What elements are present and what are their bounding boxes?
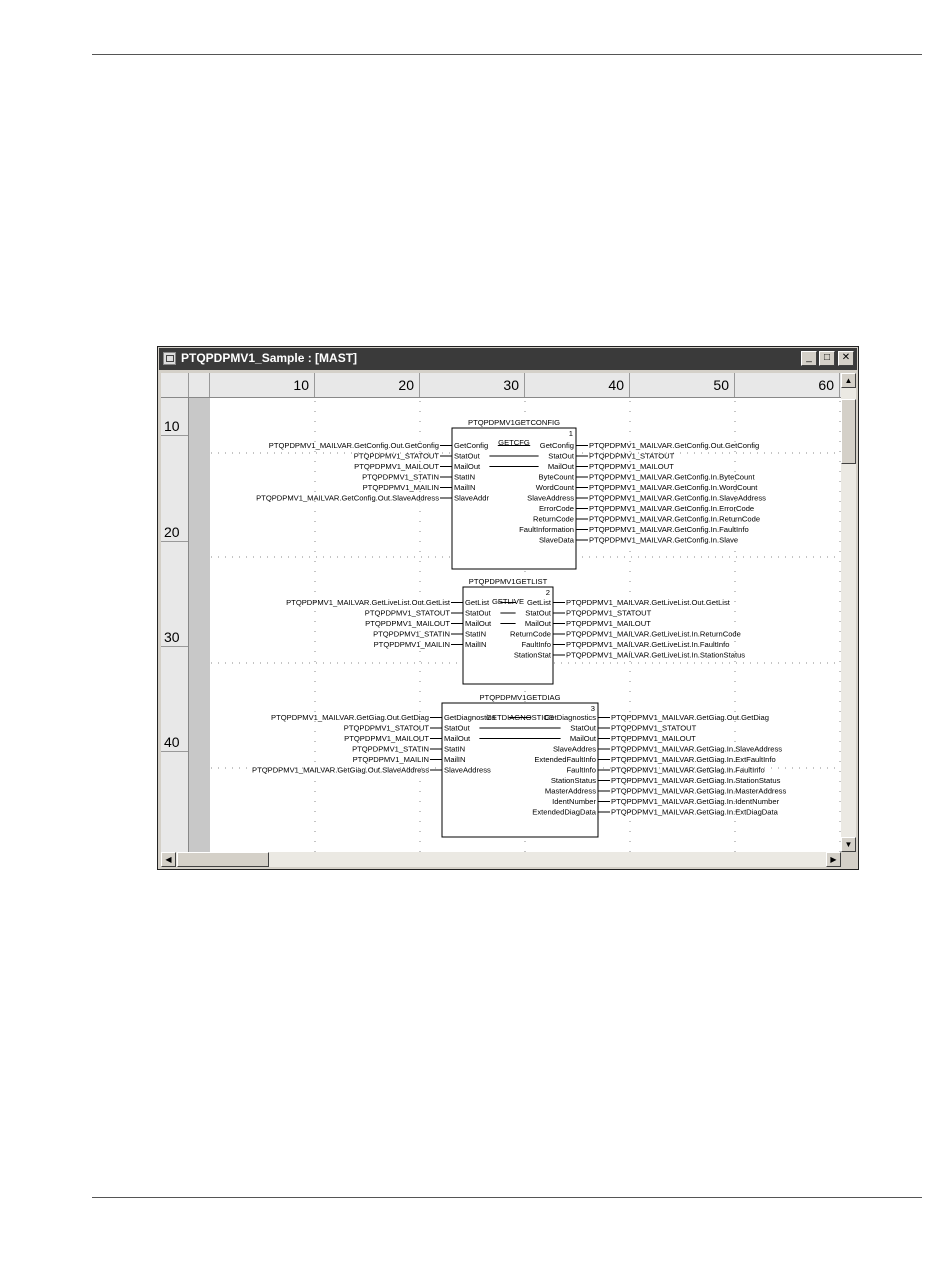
output-variable: PTQPDPMV1_MAILVAR.GetGiag.In.ExtFaultInfo: [611, 755, 776, 764]
input-variable: PTQPDPMV1_STATIN: [373, 629, 450, 639]
output-pin-label: StatOut: [525, 608, 551, 618]
output-variable: PTQPDPMV1_MAILVAR.GetGiag.In.SlaveAddress: [611, 744, 783, 754]
block-type-name: GETDIAGNOSTICS: [486, 713, 554, 722]
output-variable: PTQPDPMV1_MAILOUT: [611, 734, 696, 743]
input-pin-label: StatIN: [454, 472, 476, 482]
input-pin-label: StatIN: [465, 629, 487, 639]
input-variable: PTQPDPMV1_MAILVAR.GetGiag.Out.SlaveAddress: [252, 765, 429, 775]
output-pin-label: FaultInformation: [519, 525, 574, 534]
input-variable: PTQPDPMV1_STATIN: [362, 472, 439, 482]
output-pin-label: MailOut: [547, 462, 574, 471]
minimize-button[interactable]: [801, 351, 817, 366]
block-type-name: GETLIVE: [491, 597, 525, 606]
output-pin-label: StatOut: [570, 723, 596, 733]
output-variable: PTQPDPMV1_MAILVAR.GetConfig.In.Slave: [589, 535, 739, 545]
output-variable: PTQPDPMV1_MAILVAR.GetLiveList.In.ReturnCode: [566, 629, 741, 639]
close-button[interactable]: [838, 351, 854, 366]
output-pin-label: GetDiagnostics: [544, 713, 596, 722]
input-variable: PTQPDPMV1_STATOUT: [364, 608, 450, 618]
input-variable: PTQPDPMV1_STATOUT: [353, 451, 439, 461]
output-pin-label: ReturnCode: [533, 514, 574, 524]
output-pin-label: ExtendedFaultInfo: [534, 755, 596, 764]
close-icon: ✕: [841, 352, 851, 363]
input-pin-label: GetDiagnostics: [444, 713, 496, 722]
fbd-editor-window: [157, 346, 859, 870]
output-variable: PTQPDPMV1_MAILVAR.GetConfig.In.ReturnCode: [589, 514, 761, 524]
input-variable: PTQPDPMV1_MAILIN: [362, 483, 439, 492]
input-pin-label: StatOut: [444, 723, 470, 733]
scroll-left-button[interactable]: [161, 852, 176, 867]
input-variable: PTQPDPMV1_MAILOUT: [344, 734, 429, 743]
input-variable: PTQPDPMV1_STATIN: [352, 744, 429, 754]
arrow-up-icon: ▲: [844, 376, 853, 385]
input-variable: PTQPDPMV1_MAILVAR.GetConfig.Out.SlaveAddress: [256, 493, 439, 503]
output-variable: PTQPDPMV1_MAILVAR.GetGiag.In.ExtDiagData: [611, 807, 778, 817]
output-pin-label: WordCount: [535, 483, 574, 492]
input-variable: PTQPDPMV1_STATOUT: [343, 723, 429, 733]
arrow-right-icon: ▶: [830, 855, 837, 864]
output-pin-label: ReturnCode: [510, 629, 551, 639]
input-pin-label: MailOut: [465, 619, 492, 628]
ruler-row-label: 20: [164, 524, 180, 540]
output-variable: PTQPDPMV1_MAILVAR.GetLiveList.In.StationStatus: [566, 650, 746, 660]
output-pin-label: StatOut: [548, 451, 574, 461]
fbd-diagram: [161, 373, 841, 852]
input-pin-label: MailIN: [444, 755, 466, 764]
input-pin-label: SlaveAddr: [454, 493, 490, 503]
window-title: PTQPDPMV1_Sample : [MAST]: [181, 351, 358, 365]
output-pin-label: SlaveData: [538, 535, 574, 545]
input-variable: PTQPDPMV1_MAILIN: [352, 755, 429, 764]
scroll-down-button[interactable]: [841, 837, 856, 852]
output-pin-label: FaultInfo: [566, 765, 596, 775]
page-header-rule: [92, 54, 922, 55]
output-variable: PTQPDPMV1_MAILVAR.GetConfig.In.FaultInfo: [589, 525, 749, 534]
input-variable: PTQPDPMV1_MAILOUT: [365, 619, 450, 628]
output-pin-label: IdentNumber: [552, 797, 596, 806]
output-pin-label: StationStat: [513, 650, 551, 660]
output-variable: PTQPDPMV1_MAILVAR.GetGiag.In.StationStatus: [611, 776, 781, 785]
ruler-row-label: 10: [164, 418, 180, 434]
output-variable: PTQPDPMV1_MAILVAR.GetConfig.In.ErrorCode: [589, 504, 755, 513]
input-pin-label: StatIN: [444, 744, 466, 754]
block-instance-name: PTQPDPMV1GETDIAG: [479, 693, 561, 702]
arrow-down-icon: ▼: [844, 840, 853, 849]
ruler-row-label: 40: [164, 734, 180, 750]
output-pin-label: StationStatus: [550, 776, 596, 785]
ruler-column-label: 40: [608, 377, 624, 393]
maximize-icon: □: [823, 352, 831, 363]
output-pin-label: SlaveAddres: [552, 744, 596, 754]
ruler-column-label: 50: [713, 377, 729, 393]
ruler-column-label: 30: [503, 377, 519, 393]
block-number: 3: [590, 704, 595, 713]
output-variable: PTQPDPMV1_MAILVAR.GetGiag.In.IdentNumber: [611, 797, 780, 806]
output-pin-label: GetList: [526, 598, 551, 607]
output-pin-label: MailOut: [569, 734, 596, 743]
ruler-row-label: 30: [164, 629, 180, 645]
input-pin-label: MailIN: [465, 640, 487, 649]
maximize-button[interactable]: [819, 351, 835, 366]
output-variable: PTQPDPMV1_STATOUT: [566, 608, 652, 618]
block-type-name: GETCFG: [498, 438, 530, 447]
ruler-column-label: 10: [293, 377, 309, 393]
input-variable: PTQPDPMV1_MAILIN: [373, 640, 450, 649]
window-app-icon[interactable]: [163, 352, 176, 365]
output-pin-label: GetConfig: [539, 441, 574, 450]
output-variable: PTQPDPMV1_MAILVAR.GetGiag.Out.GetDiag: [611, 713, 769, 722]
block-number: 2: [545, 588, 550, 597]
output-variable: PTQPDPMV1_MAILOUT: [566, 619, 651, 628]
input-variable: PTQPDPMV1_MAILVAR.GetConfig.Out.GetConfig: [268, 441, 439, 450]
vertical-scrollbar[interactable]: [841, 373, 856, 852]
block-instance-name: PTQPDPMV1GETLIST: [468, 577, 548, 586]
output-variable: PTQPDPMV1_MAILVAR.GetConfig.In.ByteCount: [589, 472, 755, 482]
output-variable: PTQPDPMV1_MAILVAR.GetGiag.In.MasterAddress: [611, 786, 787, 796]
output-pin-label: SlaveAddress: [527, 493, 574, 503]
output-pin-label: FaultInfo: [521, 640, 551, 649]
scroll-right-button[interactable]: [826, 852, 841, 867]
input-pin-label: StatOut: [454, 451, 480, 461]
output-pin-label: ByteCount: [538, 472, 574, 482]
input-pin-label: GetList: [465, 598, 490, 607]
output-variable: PTQPDPMV1_STATOUT: [611, 723, 697, 733]
output-pin-label: MailOut: [524, 619, 551, 628]
input-pin-label: MailOut: [454, 462, 481, 471]
scroll-up-button[interactable]: [841, 373, 856, 388]
output-variable: PTQPDPMV1_MAILVAR.GetLiveList.Out.GetList: [566, 598, 730, 607]
input-variable: PTQPDPMV1_MAILVAR.GetGiag.Out.GetDiag: [271, 713, 429, 722]
horizontal-scroll-thumb[interactable]: [177, 852, 269, 867]
output-pin-label: MasterAddress: [544, 786, 596, 796]
arrow-left-icon: ◀: [165, 855, 172, 864]
output-variable: PTQPDPMV1_MAILVAR.GetConfig.In.WordCount: [589, 483, 758, 492]
input-variable: PTQPDPMV1_MAILVAR.GetLiveList.Out.GetList: [286, 598, 450, 607]
output-variable: PTQPDPMV1_MAILVAR.GetGiag.In.FaultInfo: [611, 765, 765, 775]
input-pin-label: MailIN: [454, 483, 476, 492]
title-bar[interactable]: [159, 348, 857, 370]
input-pin-label: MailOut: [444, 734, 471, 743]
diagram-canvas[interactable]: [161, 373, 841, 852]
input-pin-label: SlaveAddress: [444, 765, 491, 775]
vertical-scroll-thumb[interactable]: [841, 399, 856, 464]
output-pin-label: ErrorCode: [538, 504, 574, 513]
block-number: 1: [568, 429, 573, 438]
ruler-column-label: 60: [818, 377, 834, 393]
input-pin-label: StatOut: [465, 608, 491, 618]
block-instance-name: PTQPDPMV1GETCONFIG: [468, 418, 560, 427]
page-footer-rule: [92, 1197, 922, 1198]
output-variable: PTQPDPMV1_MAILOUT: [589, 462, 674, 471]
output-variable: PTQPDPMV1_MAILVAR.GetLiveList.In.FaultInfo: [566, 640, 730, 649]
input-pin-label: GetConfig: [454, 441, 489, 450]
output-variable: PTQPDPMV1_MAILVAR.GetConfig.Out.GetConfig: [589, 441, 760, 450]
output-variable: PTQPDPMV1_STATOUT: [589, 451, 675, 461]
horizontal-scrollbar[interactable]: [161, 852, 841, 867]
input-variable: PTQPDPMV1_MAILOUT: [354, 462, 439, 471]
output-pin-label: ExtendedDiagData: [532, 807, 596, 817]
minimize-icon: _: [806, 352, 812, 363]
ruler-column-label: 20: [398, 377, 414, 393]
output-variable: PTQPDPMV1_MAILVAR.GetConfig.In.SlaveAddress: [589, 493, 766, 503]
